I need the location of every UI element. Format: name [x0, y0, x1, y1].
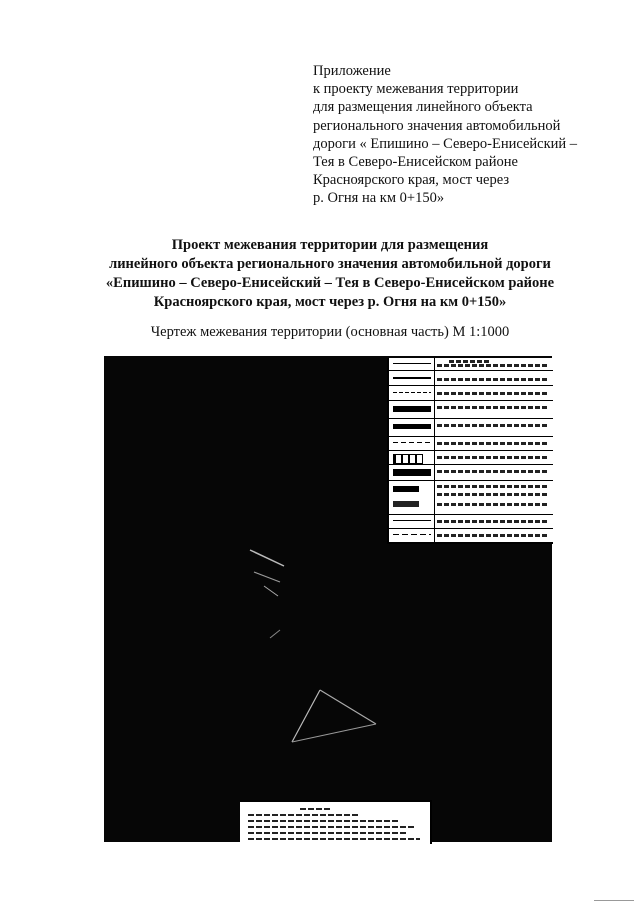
appendix-line: Тея в Северо-Енисейском районе	[313, 154, 518, 171]
appendix-line: к проекту межевания территории	[313, 81, 519, 98]
drawing-caption: Чертеж межевания территории (основная часть) М 1:1000	[150, 324, 510, 340]
drawing-notes	[240, 800, 432, 844]
title-line: Проект межевания территории для размещения	[171, 237, 489, 253]
appendix-line: регионального значения автомобильной	[313, 117, 561, 134]
title-line: линейного объекта регионального значения автомобильной дороги	[109, 256, 551, 272]
appendix-line: р. Огня на км 0+150»	[313, 190, 445, 207]
appendix-block	[313, 62, 613, 208]
drawing-legend	[387, 358, 553, 544]
appendix-line: дороги « Епишино – Северо-Енисейский –	[313, 135, 578, 152]
appendix-line: Красноярского края, мост через	[313, 172, 510, 189]
appendix-line: Приложение	[313, 63, 391, 79]
corner-mark	[594, 900, 634, 901]
title-line: Красноярского края, мост через р. Огня на км 0+150»	[153, 294, 507, 310]
title-line: «Епишино – Северо-Енисейский – Тея в Северо-Енисейском районе	[105, 275, 555, 291]
appendix-line: для размещения линейного объекта	[313, 99, 533, 116]
document-title	[40, 236, 620, 312]
